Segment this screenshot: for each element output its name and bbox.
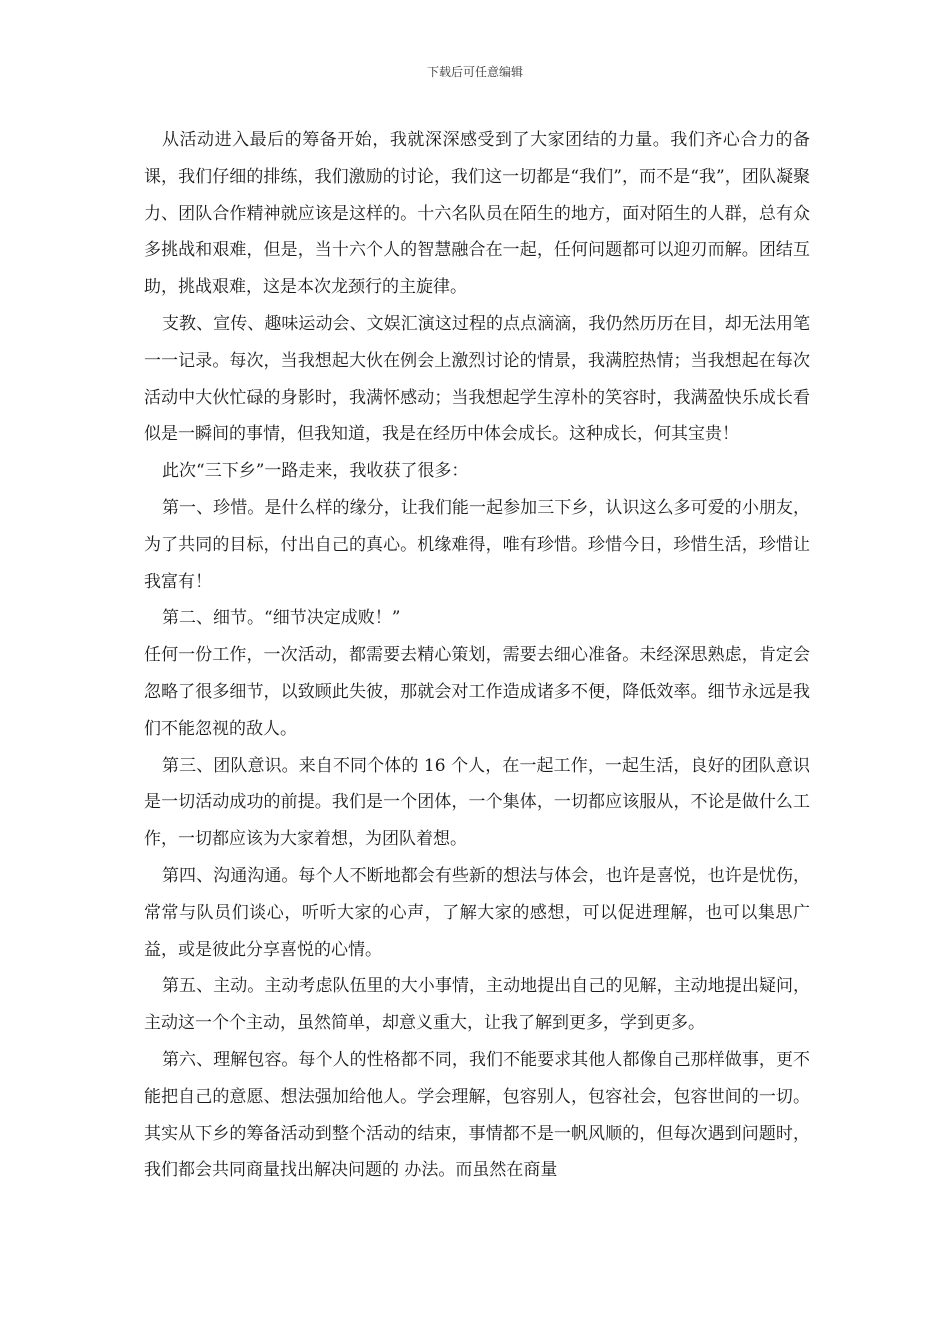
paragraph-harvest-intro: 此次“三下乡”一路走来，我收获了很多： (162, 461, 469, 482)
paragraph-team-spirit: 第三、团队意识。来自不同个体的 16 个人，在一起工作，一起生活，良好的团队意识是一切活动成功的前提。我们是一个团体，一个集体，一切都应该服从，不论是做什么工作，一切都应该为大家着想，为团队着想。 (144, 755, 810, 850)
paragraph-unity: 从活动进入最后的筹备开始，我就深深感受到了大家团结的力量。我们齐心合力的备课，我们仔细的排练，我们激励的讨论，我们这一切都是“我们”，而不是“我”，团队凝聚力、团队合作精神就应该是这样的。十六名队员在陌生的地方，面对陌生的人群，总有众多挑战和艰难，但是，当十六个人的智慧融合在一起，任何问题都可以迎刃而解。团结互助，挑战艰难，这是本次龙颈行的主旋律。 (144, 130, 810, 298)
paragraph-cherish: 第一、珍惜。是什么样的缘分，让我们能一起参加三下乡，认识这么多可爱的小朋友，为了共同的目标，付出自己的真心。机缘难得，唯有珍惜。珍惜今日，珍惜生活，珍惜让我富有！ (144, 497, 810, 592)
paragraph-initiative: 第五、主动。主动考虑队伍里的大小事情，主动地提出自己的见解，主动地提出疑问，主动这一个个主动，虽然简单，却意义重大，让我了解到更多，学到更多。 (144, 976, 810, 1034)
paragraph-tolerance: 第六、理解包容。每个人的性格都不同，我们不能要求其他人都像自己那样做事，更不能把自己的意愿、想法强加给他人。学会理解，包容别人，包容社会，包容世间的一切。其实从下乡的筹备活动到整个活动的结束，事情都不是一帆风顺的，但每次遇到问题时，我们都会共同商量找出解决问题的 办法。而虽然在商量 (144, 1049, 810, 1181)
document-body (144, 122, 810, 1189)
paragraph-activities: 支教、宣传、趣味运动会、文娱汇演这过程的点点滴滴，我仍然历历在目，却无法用笔一一记录。每次，当我想起大伙在例会上激烈讨论的情景，我满腔热情；当我想起在每次活动中大伙忙碌的身影时，我满怀感动；当我想起学生淳朴的笑容时，我满盈快乐成长看似是一瞬间的事情，但我知道，我是在经历中体会成长。这种成长，何其宝贵！ (144, 313, 810, 445)
page-header: 下载后可任意编辑 (426, 65, 523, 79)
paragraph-details-body: 任何一份工作，一次活动，都需要去精心策划，需要去细心准备。未经深思熟虑，肯定会忽略了很多细节，以致顾此失彼，那就会对工作造成诸多不便，降低效率。细节永远是我们不能忽视的敌人。 (144, 645, 810, 739)
paragraph-communication: 第四、沟通沟通。每个人不断地都会有些新的想法与体会，也许是喜悦，也许是忧伤，常常与队员们谈心，听听大家的心声，了解大家的感想，可以促进理解，也可以集思广益，或是彼此分享喜悦的心情。 (144, 865, 810, 960)
paragraph-details-heading: 第二、细节。“细节决定成败！” (162, 608, 401, 629)
